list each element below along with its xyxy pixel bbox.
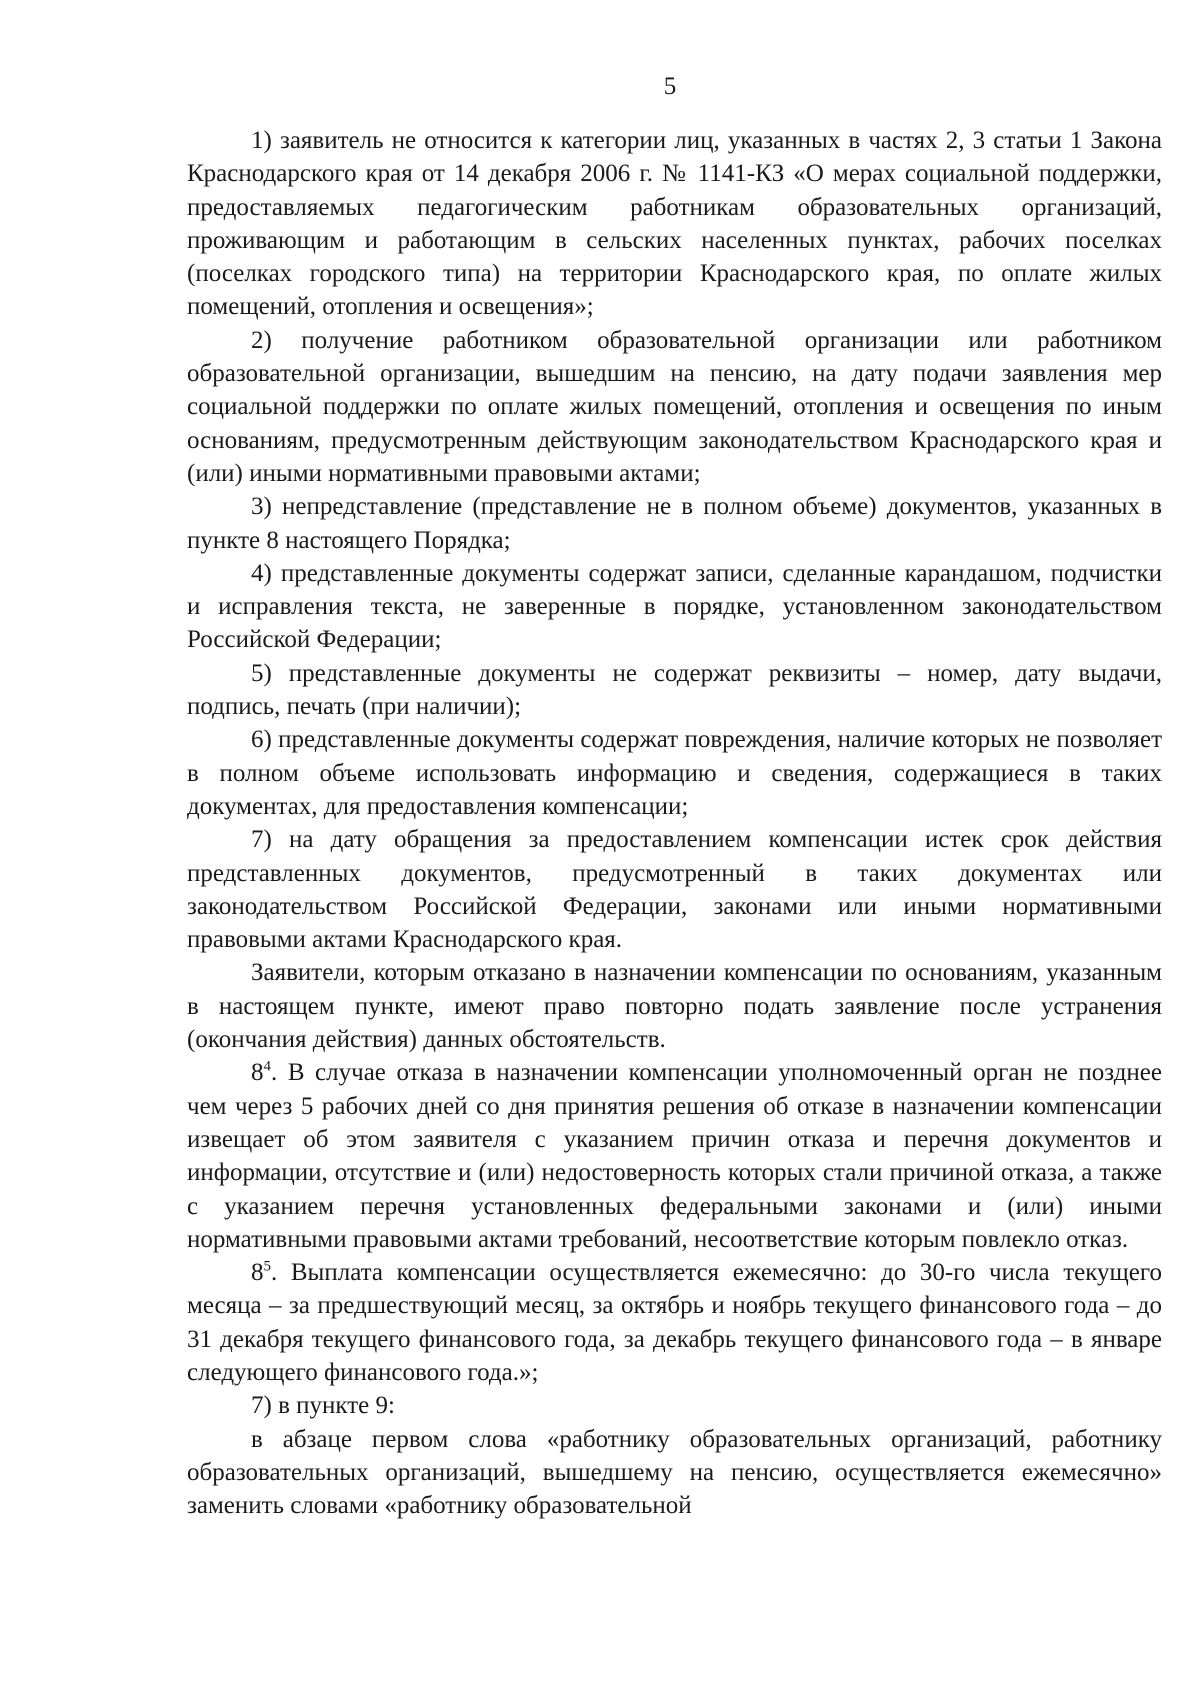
paragraph-item-2: 2) получение работником образовательной организации или работником образовательной организации, вышедшим на пенсию, на дату подачи заявления мер социальной поддержки по оплате жилых помещений, отопления и освещения по иным основаниям, предусмотренным действующим законодательством Краснодарского края и (или) иными нормативными правовыми актами; bbox=[187, 326, 1162, 487]
clause-superscript: 4 bbox=[263, 1058, 271, 1075]
paragraph-amendment: в абзаце первом слова «работнику образовательных организаций, работнику образовательных организаций, вышедшему на пенсию, осуществляется ежемесячно» заменить словами «работнику образовательной bbox=[187, 1425, 1162, 1520]
document-body bbox=[187, 124, 1162, 1522]
paragraph-item-4: 4) представленные документы содержат записи, сделанные карандашом, подчистки и исправления текста, не заверенные в порядке, установленном законодательством Российской Федерации; bbox=[187, 559, 1162, 654]
paragraph-refusal-note: Заявители, которым отказано в назначении компенсации по основаниям, указанным в настоящем пункте, имеют право повторно подать заявление после устранения (окончания действия) данных обстоятельств. bbox=[187, 959, 1162, 1054]
clause-text: . Выплата компенсации осуществляется ежемесячно: до 30-го числа текущего месяца – за предшествующий месяц, за октябрь и ноябрь текущего финансового года – до 31 декабря текущего финансового года, за декабрь текущего финансового года – в январе следующего финансового года.»; bbox=[187, 1259, 1162, 1386]
clause-superscript: 5 bbox=[263, 1258, 271, 1275]
paragraph-item-3: 3) непредставление (представление не в полном объеме) документов, указанных в пункте 8 настоящего Порядка; bbox=[187, 493, 1162, 554]
paragraph-item-point-9: 7) в пункте 9: bbox=[251, 1392, 395, 1420]
paragraph-item-1: 1) заявитель не относится к категории лиц, указанных в частях 2, 3 статьи 1 Закона Краснодарского края от 14 декабря 2006 г. № 1141-КЗ «О мерах социальной поддержки, предоставляемых педагогическим работникам образовательных организаций, проживающим и работающим в сельских населенных пунктах, рабочих поселках (поселках городского типа) на территории Краснодарского края, по оплате жилых помещений, отопления и освещения»; bbox=[187, 127, 1162, 321]
clause-number: 8 bbox=[251, 1059, 264, 1087]
paragraph-item-5: 5) представленные документы не содержат реквизиты – номер, дату выдачи, подпись, печать (при наличии); bbox=[187, 659, 1162, 721]
paragraph-clause-8-5 bbox=[187, 1256, 1162, 1389]
clause-number: 8 bbox=[251, 1259, 264, 1287]
paragraph-item-6: 6) представленные документы содержат повреждения, наличие которых не позволяет в полном объеме использовать информацию и сведения, содержащиеся в таких документах, для предоставления компенсации; bbox=[187, 726, 1162, 820]
page-number: 5 bbox=[663, 73, 677, 100]
clause-text: . В случае отказа в назначении компенсации уполномоченный орган не позднее чем через 5 рабочих дней со дня принятия решения об отказе в назначении компенсации извещает об этом заявителя с указанием причин отказа и перечня документов и информации, отсутствие и (или) недостоверность которых стали причиной отказа, а также с указанием перечня установленных федеральными законами и (или) иными нормативными правовыми актами требований, несоответствие которым повлекло отказ. bbox=[187, 1059, 1162, 1253]
paragraph-item-7: 7) на дату обращения за предоставлением компенсации истек срок действия представленных документов, предусмотренный в таких документах или законодательством Российской Федерации, законами или иными нормативными правовыми актами Краснодарского края. bbox=[187, 826, 1162, 954]
paragraph-clause-8-4 bbox=[187, 1056, 1162, 1256]
